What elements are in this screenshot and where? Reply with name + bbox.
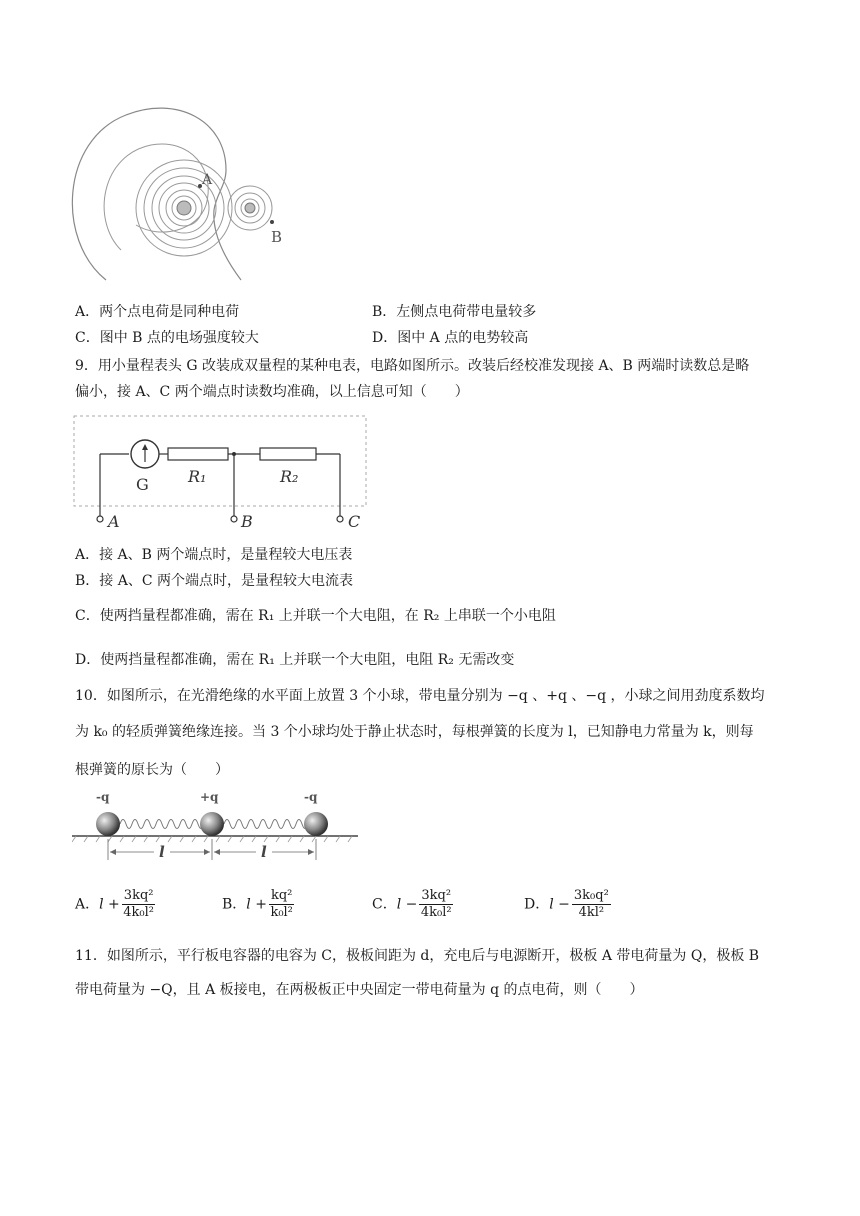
q8-option-d: D．图中 A 点的电势较高	[372, 330, 529, 346]
q9-option-a: A．接 A、B 两个端点时，是量程较大电压表	[75, 547, 353, 563]
q10-stem-line3: 根弹簧的原长为（ ）	[75, 762, 229, 778]
resistor-r1	[168, 448, 228, 460]
q10-option-d: D．l − $\frac{\text{3k₀q²}}{\text{4kl²}}$	[524, 888, 609, 920]
q9-option-c: C．使两挡量程都准确，需在 R₁ 上并联一个大电阻，在 R₂ 上串联一个小电阻	[75, 608, 556, 624]
label-r2: R₂	[280, 467, 299, 486]
terminal-a-label: A	[108, 512, 120, 531]
length-label-1: l	[159, 843, 165, 861]
ball-left	[96, 812, 120, 836]
q10-stem-line1: 10．如图所示，在光滑绝缘的水平面上放置 3 个小球，带电量分别为 −q 、+q 、−q ，小球之间用劲度系数均	[75, 688, 765, 704]
q9-option-b: B．接 A、C 两个端点时，是量程较大电流表	[75, 573, 354, 589]
charge-left-label: -q	[96, 790, 110, 804]
label-g: G	[136, 475, 149, 494]
q8-option-a: A．两个点电荷是同种电荷	[75, 304, 240, 320]
field-lines-figure	[66, 100, 306, 290]
q8-option-c: C．图中 B 点的电场强度较大	[75, 330, 259, 346]
charge-right-label: -q	[304, 790, 318, 804]
q11-stem-line2: 带电荷量为 −Q，且 A 板接电，在两极板正中央固定一带电荷量为 q 的点电荷，则（ ）	[75, 982, 644, 998]
terminal-c-label: C	[348, 512, 361, 531]
charge-middle-label: +q	[200, 790, 219, 804]
point-a-label: A	[202, 172, 213, 188]
terminal-b-label: B	[241, 512, 253, 531]
ball-right	[304, 812, 328, 836]
q8-option-b: B．左侧点电荷带电量较多	[372, 304, 537, 320]
ball-middle	[200, 812, 224, 836]
label-r1: R₁	[188, 467, 207, 486]
resistor-r2	[260, 448, 316, 460]
q11-stem-line1: 11．如图所示，平行板电容器的电容为 C，极板间距为 d，充电后与电源断开，极板 A 带电荷量为 Q，极板 B	[75, 948, 760, 964]
spring-balls-figure	[72, 784, 362, 866]
q9-option-d: D．使两挡量程都准确，需在 R₁ 上并联一个大电阻，电阻 R₂ 无需改变	[75, 652, 515, 668]
circuit-figure	[72, 412, 372, 534]
q10-stem-line2: 为 k₀ 的轻质弹簧绝缘连接。当 3 个小球均处于静止状态时，每根弹簧的长度为 l，已知静电力常量为 k，则每	[75, 724, 754, 740]
q10-option-a: A．l + $\frac{\text{3kq²}}{\text{4k₀l²}}$	[75, 888, 154, 920]
q10-option-b: B．l + $\frac{\text{kq²}}{\text{k₀l²}}$	[222, 888, 293, 920]
q9-stem-line1: 9．用小量程表头 G 改装成双量程的某种电表，电路如图所示。改装后经校准发现接 A、B 两端时读数总是略	[75, 358, 750, 374]
point-b-label: B	[271, 228, 283, 246]
q10-option-c: C．l − $\frac{\text{3kq²}}{\text{4k₀l²}}$	[372, 888, 452, 920]
q9-stem-line2: 偏小，接 A、C 两个端点时读数均准确，以上信息可知（ ）	[75, 384, 469, 400]
length-label-2: l	[261, 843, 267, 861]
